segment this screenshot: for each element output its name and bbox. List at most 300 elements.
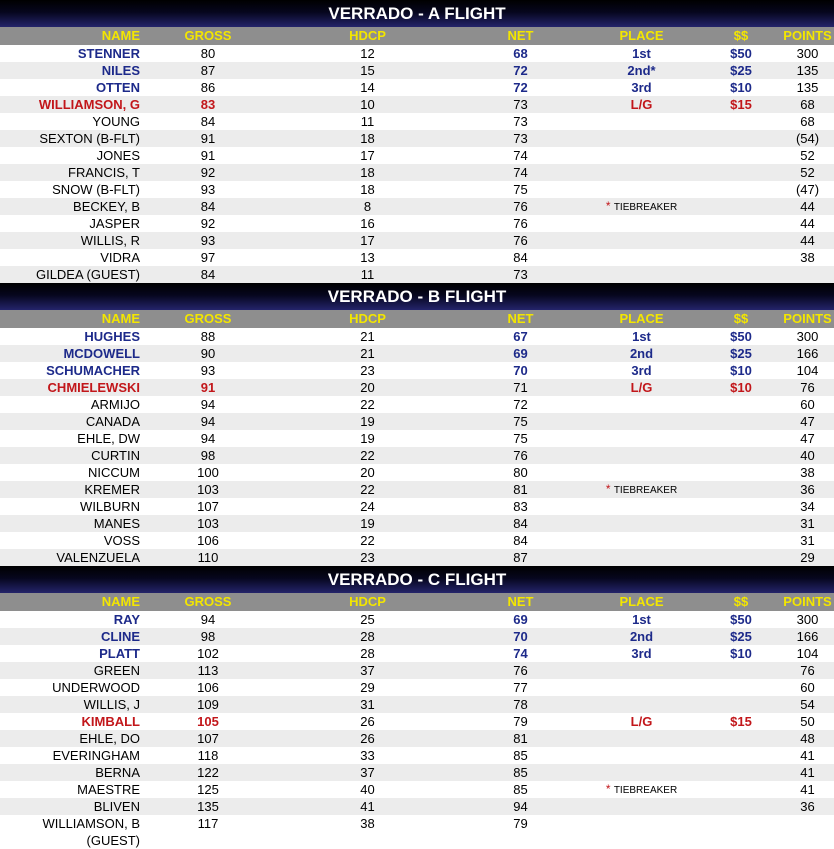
net-cell: 67	[513, 329, 528, 344]
name-cell: CANADA	[85, 414, 140, 429]
flight-title: VERRADO - C FLIGHT	[0, 566, 834, 593]
place-cell	[582, 815, 701, 849]
hdcp-cell: 33	[360, 748, 375, 763]
net-cell: 73	[513, 131, 528, 146]
flight-section	[0, 0, 834, 283]
gross-cell: 91	[200, 380, 216, 395]
table-row	[0, 498, 834, 515]
net-cell: 80	[513, 465, 528, 480]
table-row	[0, 396, 834, 413]
place-cell: 1st	[632, 46, 651, 61]
place-cell: 3rd	[631, 646, 652, 661]
money-cell	[701, 430, 781, 447]
table-row	[0, 730, 834, 747]
place-cell	[582, 481, 701, 499]
table-row	[0, 215, 834, 232]
gross-cell: 106	[197, 533, 219, 548]
net-cell: 84	[513, 533, 528, 548]
net-cell: 75	[513, 414, 528, 429]
column-header-points: POINTS	[783, 594, 832, 609]
points-cell: 29	[800, 550, 815, 565]
money-cell: $15	[730, 714, 752, 729]
gross-cell: 84	[200, 199, 216, 214]
place-cell	[582, 249, 701, 266]
hdcp-cell: 23	[360, 363, 375, 378]
hdcp-cell: 21	[360, 329, 375, 344]
hdcp-cell: 25	[360, 612, 375, 627]
net-cell: 84	[513, 516, 528, 531]
money-cell	[701, 113, 781, 130]
gross-cell: 94	[200, 414, 216, 429]
gross-cell: 102	[197, 646, 219, 661]
table-row	[0, 781, 834, 798]
table-row	[0, 379, 834, 396]
place-cell	[582, 413, 701, 430]
money-cell: $50	[730, 329, 752, 344]
money-cell	[701, 764, 781, 781]
hdcp-cell: 20	[360, 465, 375, 480]
name-cell: NILES	[101, 63, 140, 78]
money-cell	[701, 730, 781, 747]
points-cell: 76	[800, 663, 815, 678]
hdcp-cell: 14	[360, 80, 375, 95]
table-row	[0, 662, 834, 679]
name-cell: BLIVEN	[93, 799, 140, 814]
name-cell: WILLIS, J	[83, 697, 140, 712]
name-cell: MAESTRE	[77, 782, 140, 797]
money-cell	[701, 498, 781, 515]
column-header-net: NET	[507, 594, 534, 609]
money-cell: $50	[730, 46, 752, 61]
hdcp-cell: 11	[360, 114, 375, 129]
money-cell	[701, 679, 781, 696]
column-header-points: POINTS	[783, 28, 832, 43]
net-cell: 70	[513, 629, 528, 644]
hdcp-cell: 16	[360, 216, 375, 231]
gross-cell: 84	[200, 114, 216, 129]
place-cell: 2nd*	[627, 63, 656, 78]
money-cell: $25	[730, 63, 752, 78]
table-row	[0, 815, 834, 849]
points-cell	[781, 266, 834, 283]
money-cell	[701, 198, 781, 216]
place-cell	[582, 549, 701, 566]
net-cell: 79	[513, 816, 528, 831]
column-header-name: NAME	[101, 594, 140, 609]
name-cell: EHLE, DO	[79, 731, 140, 746]
place-cell: 1st	[632, 612, 651, 627]
name-cell: WILLIAMSON, B (GUEST)	[42, 816, 140, 848]
place-cell	[582, 662, 701, 679]
table-row	[0, 362, 834, 379]
net-cell: 76	[513, 663, 528, 678]
points-cell: 166	[796, 346, 819, 361]
hdcp-cell: 22	[360, 482, 375, 497]
points-cell: 300	[796, 612, 819, 627]
net-cell: 81	[513, 731, 528, 746]
points-cell: 300	[796, 46, 819, 61]
points-cell: 135	[796, 63, 819, 78]
gross-cell: 90	[200, 346, 216, 361]
points-cell: 41	[800, 765, 815, 780]
table-row	[0, 764, 834, 781]
money-cell	[701, 164, 781, 181]
points-cell: 60	[800, 680, 815, 695]
table-row	[0, 430, 834, 447]
name-cell: JONES	[96, 148, 140, 163]
points-cell: 34	[800, 499, 815, 514]
place-cell: 1st	[632, 329, 651, 344]
gross-cell: 98	[200, 629, 216, 644]
name-cell: MANES	[93, 516, 140, 531]
net-cell: 71	[513, 380, 528, 395]
hdcp-cell: 31	[360, 697, 375, 712]
hdcp-cell: 10	[360, 97, 375, 112]
hdcp-cell: 19	[360, 414, 375, 429]
table-row	[0, 164, 834, 181]
points-cell: 50	[800, 714, 815, 729]
place-cell: L/G	[630, 714, 653, 729]
column-header-gross: GROSS	[184, 28, 232, 43]
net-cell: 85	[513, 782, 528, 797]
place-cell	[582, 232, 701, 249]
money-cell	[701, 130, 781, 147]
gross-cell: 92	[200, 216, 216, 231]
gross-cell: 110	[197, 550, 219, 565]
money-cell	[701, 481, 781, 499]
place-cell	[582, 764, 701, 781]
net-cell: 79	[513, 714, 528, 729]
table-row	[0, 249, 834, 266]
net-cell: 73	[513, 97, 528, 112]
gross-cell: 135	[197, 799, 219, 814]
money-cell	[701, 515, 781, 532]
money-cell: $10	[730, 646, 752, 661]
gross-cell: 93	[200, 182, 216, 197]
net-cell: 76	[513, 199, 528, 214]
gross-cell: 84	[200, 267, 216, 282]
table-row	[0, 628, 834, 645]
name-cell: BECKEY, B	[73, 199, 140, 214]
points-cell: 60	[800, 397, 815, 412]
name-cell: JASPER	[89, 216, 140, 231]
gross-cell: 107	[197, 731, 219, 746]
hdcp-cell: 37	[360, 765, 375, 780]
net-cell: 74	[513, 148, 528, 163]
flight-section	[0, 283, 834, 566]
column-header-money: $$	[733, 311, 749, 326]
points-cell: 44	[800, 199, 815, 214]
money-cell	[701, 532, 781, 549]
column-header-money: $$	[733, 28, 749, 43]
net-cell: 84	[513, 250, 528, 265]
hdcp-cell: 22	[360, 397, 375, 412]
name-cell: SNOW (B-FLT)	[52, 182, 140, 197]
place-cell	[582, 532, 701, 549]
money-cell	[701, 396, 781, 413]
points-cell: 54	[800, 697, 815, 712]
gross-cell: 105	[197, 714, 219, 729]
gross-cell: 94	[200, 431, 216, 446]
gross-cell: 93	[200, 363, 216, 378]
hdcp-cell: 21	[360, 346, 375, 361]
table-row	[0, 798, 834, 815]
money-cell: $25	[730, 629, 752, 644]
net-cell: 70	[513, 363, 528, 378]
net-cell: 85	[513, 748, 528, 763]
table-row	[0, 232, 834, 249]
points-cell: 300	[796, 329, 819, 344]
place-cell	[582, 498, 701, 515]
column-header-name: NAME	[101, 311, 140, 326]
points-cell: 41	[800, 782, 815, 797]
net-cell: 72	[513, 80, 528, 95]
hdcp-cell: 26	[360, 714, 375, 729]
column-header-place: PLACE	[619, 28, 664, 43]
name-cell: STENNER	[77, 46, 140, 61]
table-row	[0, 532, 834, 549]
money-cell: $10	[730, 363, 752, 378]
column-header-net: NET	[507, 311, 534, 326]
money-cell: $50	[730, 612, 752, 627]
gross-cell: 97	[200, 250, 216, 265]
hdcp-cell: 11	[360, 267, 375, 282]
net-cell: 72	[513, 63, 528, 78]
net-cell: 78	[513, 697, 528, 712]
place-cell	[582, 198, 701, 216]
name-cell: NICCUM	[88, 465, 140, 480]
gross-cell: 88	[200, 329, 216, 344]
table-row	[0, 747, 834, 764]
name-cell: SCHUMACHER	[46, 363, 140, 378]
table-row	[0, 515, 834, 532]
name-cell: HUGHES	[84, 329, 140, 344]
gross-cell: 100	[197, 465, 219, 480]
money-cell	[701, 549, 781, 566]
name-cell: RAY	[113, 612, 140, 627]
net-cell: 75	[513, 182, 528, 197]
points-cell: 48	[800, 731, 815, 746]
points-cell: 36	[800, 482, 815, 497]
hdcp-cell: 28	[360, 629, 375, 644]
money-cell: $10	[730, 80, 752, 95]
column-header-net: NET	[507, 28, 534, 43]
net-cell: 68	[513, 46, 528, 61]
table-row	[0, 645, 834, 662]
gross-cell: 92	[200, 165, 216, 180]
money-cell: $10	[730, 380, 752, 395]
column-header-name: NAME	[101, 28, 140, 43]
gross-cell: 80	[200, 46, 216, 61]
points-cell: 31	[800, 533, 815, 548]
gross-cell: 86	[200, 80, 216, 95]
net-cell: 76	[513, 216, 528, 231]
net-cell: 76	[513, 448, 528, 463]
net-cell: 87	[513, 550, 528, 565]
net-cell: 74	[513, 165, 528, 180]
place-cell	[582, 696, 701, 713]
net-cell: 85	[513, 765, 528, 780]
hdcp-cell: 8	[363, 199, 372, 214]
hdcp-cell: 22	[360, 448, 375, 463]
column-header-gross: GROSS	[184, 311, 232, 326]
points-cell: 41	[800, 748, 815, 763]
name-cell: OTTEN	[95, 80, 140, 95]
points-cell: 36	[800, 799, 815, 814]
table-row	[0, 130, 834, 147]
hdcp-cell: 12	[360, 46, 375, 61]
hdcp-cell: 26	[360, 731, 375, 746]
hdcp-cell: 15	[360, 63, 375, 78]
money-cell	[701, 815, 781, 849]
hdcp-cell: 38	[360, 816, 375, 831]
points-cell: 31	[800, 516, 815, 531]
table-row	[0, 345, 834, 362]
gross-cell: 91	[200, 148, 216, 163]
gross-cell: 103	[197, 516, 219, 531]
gross-cell: 91	[200, 131, 216, 146]
table-header-row	[0, 593, 834, 611]
points-cell: (54)	[795, 131, 820, 146]
hdcp-cell: 19	[360, 431, 375, 446]
table-row	[0, 679, 834, 696]
name-cell: CHMIELEWSKI	[47, 380, 140, 395]
name-cell: FRANCIS, T	[68, 165, 140, 180]
hdcp-cell: 22	[360, 533, 375, 548]
table-row	[0, 266, 834, 283]
net-cell: 83	[513, 499, 528, 514]
money-cell	[701, 447, 781, 464]
money-cell	[701, 266, 781, 283]
name-cell: PLATT	[99, 646, 140, 661]
tiebreaker-asterisk: *	[605, 482, 614, 496]
hdcp-cell: 19	[360, 516, 375, 531]
place-cell	[582, 730, 701, 747]
hdcp-cell: 37	[360, 663, 375, 678]
name-cell: SEXTON (B-FLT)	[39, 131, 140, 146]
points-cell: 44	[800, 216, 815, 231]
table-row	[0, 79, 834, 96]
hdcp-cell: 18	[360, 182, 375, 197]
table-header-row	[0, 310, 834, 328]
gross-cell: 125	[197, 782, 219, 797]
table-row	[0, 181, 834, 198]
gross-cell: 117	[197, 816, 219, 831]
table-row	[0, 447, 834, 464]
tiebreaker-asterisk: *	[605, 782, 614, 796]
gross-cell: 109	[197, 697, 219, 712]
hdcp-cell: 18	[360, 165, 375, 180]
column-header-hdcp: HDCP	[349, 594, 386, 609]
name-cell: UNDERWOOD	[52, 680, 140, 695]
tiebreaker-asterisk: *	[605, 199, 614, 213]
name-cell: EVERINGHAM	[52, 748, 140, 763]
place-cell: 2nd	[629, 346, 654, 361]
table-header-row	[0, 27, 834, 45]
place-cell	[582, 266, 701, 283]
table-row	[0, 464, 834, 481]
column-header-hdcp: HDCP	[349, 28, 386, 43]
name-cell: CURTIN	[91, 448, 140, 463]
column-header-place: PLACE	[619, 594, 664, 609]
points-cell: 68	[800, 97, 815, 112]
gross-cell: 103	[197, 482, 219, 497]
points-cell: 76	[800, 380, 815, 395]
table-row	[0, 413, 834, 430]
column-header-gross: GROSS	[184, 594, 232, 609]
points-cell: 104	[796, 363, 819, 378]
net-cell: 73	[513, 114, 528, 129]
net-cell: 74	[513, 646, 528, 661]
money-cell	[701, 696, 781, 713]
name-cell: MCDOWELL	[63, 346, 140, 361]
column-header-points: POINTS	[783, 311, 832, 326]
gross-cell: 107	[197, 499, 219, 514]
money-cell	[701, 747, 781, 764]
name-cell: WILLIS, R	[80, 233, 140, 248]
name-cell: BERNA	[95, 765, 140, 780]
place-cell	[582, 113, 701, 130]
gross-cell: 94	[200, 397, 216, 412]
hdcp-cell: 41	[360, 799, 375, 814]
money-cell	[701, 232, 781, 249]
table-row	[0, 696, 834, 713]
table-row	[0, 62, 834, 79]
hdcp-cell: 24	[360, 499, 375, 514]
column-header-money: $$	[733, 594, 749, 609]
gross-cell: 122	[197, 765, 219, 780]
money-cell	[701, 147, 781, 164]
name-cell: VOSS	[103, 533, 140, 548]
points-cell: 52	[800, 148, 815, 163]
column-header-hdcp: HDCP	[349, 311, 386, 326]
place-cell	[582, 147, 701, 164]
name-cell: WILLIAMSON, G	[38, 97, 140, 112]
points-cell: 38	[800, 465, 815, 480]
place-cell	[582, 464, 701, 481]
place-cell: 3rd	[631, 80, 652, 95]
name-cell: ARMIJO	[90, 397, 140, 412]
hdcp-cell: 13	[360, 250, 375, 265]
place-cell: 2nd	[629, 629, 654, 644]
table-row	[0, 611, 834, 628]
points-cell: 47	[800, 414, 815, 429]
points-cell: 52	[800, 165, 815, 180]
money-cell: $15	[730, 97, 752, 112]
table-row	[0, 328, 834, 345]
money-cell	[701, 798, 781, 815]
points-cell: 47	[800, 431, 815, 446]
net-cell: 76	[513, 233, 528, 248]
points-cell: (47)	[795, 182, 820, 197]
money-cell	[701, 662, 781, 679]
hdcp-cell: 23	[360, 550, 375, 565]
gross-cell: 87	[200, 63, 216, 78]
name-cell: GILDEA (GUEST)	[35, 267, 140, 282]
flight-title: VERRADO - A FLIGHT	[0, 0, 834, 27]
table-row	[0, 713, 834, 730]
column-header-place: PLACE	[619, 311, 664, 326]
net-cell: 75	[513, 431, 528, 446]
money-cell	[701, 249, 781, 266]
gross-cell: 113	[197, 663, 219, 678]
money-cell: $25	[730, 346, 752, 361]
gross-cell: 93	[200, 233, 216, 248]
points-cell: 38	[800, 250, 815, 265]
table-row	[0, 147, 834, 164]
place-cell	[582, 181, 701, 198]
table-row	[0, 96, 834, 113]
